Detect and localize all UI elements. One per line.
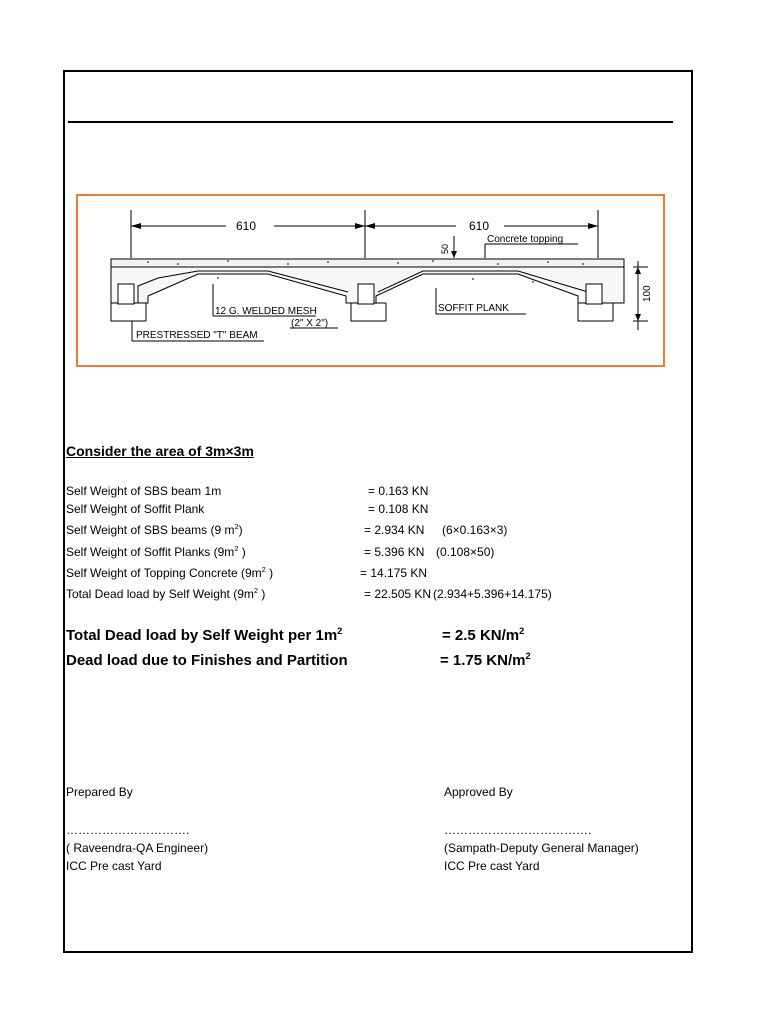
row-label: Self Weight of Soffit Plank [66,502,205,516]
dim-topping-label: 50 [440,243,450,254]
row-value: = 14.175 KN [360,566,428,580]
summary-line-finishes [66,651,531,669]
row-value: = 0.108 KN [368,502,429,516]
row-label: Self Weight of Topping Concrete ($9m^2$ ) [66,565,274,580]
approved-by-name: (Sampath-Deputy General Manager) [444,841,639,855]
dim-height-label: 100 [642,285,653,302]
row-note: (6×0.163×3) [442,523,508,537]
summary-label: Dead load due to Finishes and Partition [66,652,348,669]
row-label: Total Dead load by Self Weight ($9m^2$ ) [66,586,266,601]
header-rule [68,121,673,123]
row-label: Self Weight of SBS beams (9 $m^2$) [66,522,243,537]
area-heading: Consider the area of 3m×3m [66,443,254,459]
row-value: = 22.505 KN [364,587,432,601]
row-value: = 2.934 KN [364,523,425,537]
approved-by-label: Approved By [444,785,513,799]
row-note: (2.934+5.396+14.175) [433,587,552,601]
prepared-by-org: ICC Pre cast Yard [66,859,162,873]
summary-value: = 1.75 $KN/m^2$ [440,651,531,669]
summary-line-self-weight [66,626,525,644]
prepared-signature-line: …………………………. [66,823,190,837]
row-value: = 0.163 KN [368,484,429,498]
concrete-topping-label: Concrete topping [487,234,564,245]
dim-right-label: 610 [469,219,490,233]
row-label: Self Weight of Soffit Planks ($9m^2$ ) [66,544,246,559]
row-value: = 5.396 KN [364,545,425,559]
row-label: Self Weight of SBS beam 1m [66,484,222,498]
slab-section-drawing [76,194,665,367]
summary-label: Total Dead load by Self Weight per $1m^2$ [66,626,343,644]
row-note: (0.108×50) [436,545,495,559]
prepared-by-label: Prepared By [66,785,133,799]
soffit-plank-label: SOFFIT PLANK [438,303,509,314]
approved-signature-line: ………………………………. [444,823,592,837]
welded-mesh-label: 12 G. WELDED MESH [215,306,317,317]
prepared-by-name: ( Raveendra-QA Engineer) [66,841,209,855]
approved-by-org: ICC Pre cast Yard [444,859,540,873]
dim-left-label: 610 [236,219,257,233]
mesh-size-label: (2" X 2") [291,318,329,329]
summary-value: = 2.5 $KN/m^2$ [442,626,525,644]
t-beam-label: PRESTRESSED "T" BEAM [136,330,258,341]
